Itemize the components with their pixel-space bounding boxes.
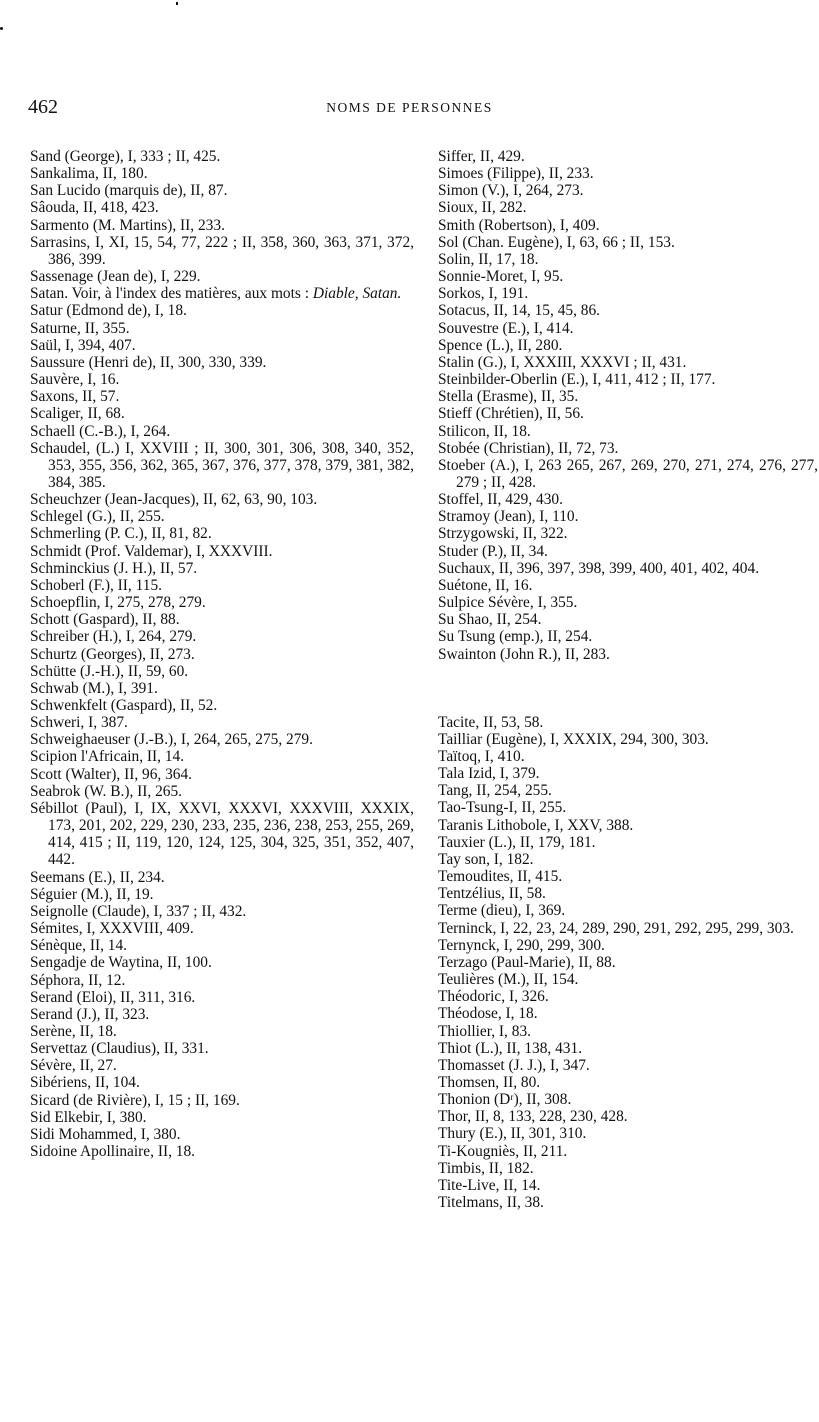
index-entry: Terninck, I, 22, 23, 24, 289, 290, 291, 292, 295, 299, 303. (438, 919, 794, 937)
index-entry: Scipion l'Africain, II, 14. (30, 748, 185, 766)
index-entry: Seabrok (W. B.), II, 265. (30, 782, 183, 800)
index-entry: Terzago (Paul-Marie), II, 88. (438, 953, 616, 971)
index-entry: Tauxier (L.), II, 179, 181. (438, 833, 596, 851)
index-entry: Schwab (M.), I, 391. (30, 679, 158, 697)
index-entry: Stoeber (A.), I, 263 265, 267, 269, 270, 271, 274, 276, 277, 279 ; II, 428. (438, 456, 818, 491)
index-entry: Sémites, I, XXXVIII, 409. (30, 920, 194, 938)
index-entry: Thiot (L.), II, 138, 431. (438, 1039, 583, 1057)
index-entry: Sioux, II, 282. (438, 199, 527, 217)
index-entry: Stalin (G.), I, XXXIII, XXXVI ; II, 431. (438, 353, 687, 371)
print-mark (176, 2, 178, 5)
index-entry: Seignolle (Claude), I, 337 ; II, 432. (30, 902, 247, 920)
index-entry: Saturne, II, 355. (30, 319, 130, 337)
index-entry: Teulières (M.), II, 154. (438, 971, 579, 989)
index-entry: Souvestre (E.), I, 414. (438, 319, 574, 337)
index-entry: Sankalima, II, 180. (30, 165, 148, 183)
index-entry: Schweri, I, 387. (30, 714, 128, 732)
page-number: 462 (28, 96, 58, 118)
index-entry: Saxons, II, 57. (30, 388, 120, 406)
index-entry: Sand (George), I, 333 ; II, 425. (30, 148, 221, 165)
index-column-right (438, 148, 818, 1211)
index-entry: Seemans (E.), II, 234. (30, 868, 165, 886)
index-entry: Sengadje de Waytina, II, 100. (30, 954, 212, 972)
index-entry: Schott (Gaspard), II, 88. (30, 611, 180, 629)
index-entry: Stramoy (Jean), I, 110. (438, 508, 579, 526)
index-entry: Terme (dieu), I, 369. (438, 902, 566, 920)
index-entry: Titelmans, II, 38. (438, 1194, 544, 1212)
index-entry: Schmidt (Prof. Valdemar), I, XXXVIII. (30, 542, 273, 560)
index-entry: Su Shao, II, 254. (438, 611, 542, 629)
index-entry: Scaliger, II, 68. (30, 405, 125, 423)
index-entry: Solin, II, 17, 18. (438, 250, 539, 268)
index-entry: Sid Elkebir, I, 380. (30, 1108, 147, 1126)
index-entry: Schmerling (P. C.), II, 81, 82. (30, 525, 212, 543)
index-entry: Séphora, II, 12. (30, 971, 126, 989)
index-entry: Schaudel, (L.) I, XXVIII ; II, 300, 301, 306, 308, 340, 352, 353, 355, 356, 362, 365, 367, 376, 377, 378, 379, 381, 382, 384, 385. (30, 439, 414, 491)
index-entry: Sulpice Sévère, I, 355. (438, 594, 578, 612)
index-entry: Thomsen, II, 80. (438, 1073, 541, 1091)
index-entry: Schwenkfelt (Gaspard), II, 52. (30, 697, 218, 714)
index-group-t (438, 714, 818, 1212)
index-entry: Sâouda, II, 418, 423. (30, 199, 159, 217)
index-entry: Schweighaeuser (J.-B.), I, 264, 265, 275, 279. (30, 731, 313, 749)
index-entry: Suchaux, II, 396, 397, 398, 399, 400, 401, 402, 404. (438, 559, 760, 577)
index-entry: Sotacus, II, 14, 15, 45, 86. (438, 302, 601, 320)
index-column-left (30, 148, 414, 1160)
index-entry: Sorkos, I, 191. (438, 285, 529, 303)
index-entry: Servettaz (Claudius), II, 331. (30, 1040, 209, 1058)
index-entry: Stoffel, II, 429, 430. (438, 491, 563, 509)
index-entry: Steinbilder-Oberlin (E.), I, 411, 412 ; II, 177. (438, 371, 716, 389)
index-entry: Thury (E.), II, 301, 310. (438, 1125, 587, 1143)
index-entry: Saül, I, 394, 407. (30, 336, 136, 354)
index-group-s (438, 148, 818, 663)
index-entry: Tang, II, 254, 255. (438, 782, 552, 800)
index-entry: Su Tsung (emp.), II, 254. (438, 628, 593, 646)
print-dot (0, 27, 3, 30)
index-entry: Sol (Chan. Eugène), I, 63, 66 ; II, 153. (438, 233, 675, 251)
index-entry: Séguier (M.), II, 19. (30, 885, 154, 903)
index-entry: Smith (Robertson), I, 409. (438, 216, 600, 234)
index-entry: Schminckius (J. H.), II, 57. (30, 559, 198, 577)
index-entry: Schaell (C.-B.), I, 264. (30, 422, 171, 440)
index-entry: Stella (Erasme), II, 35. (438, 388, 579, 406)
index-entry: Théodose, I, 18. (438, 1005, 538, 1023)
index-entry: Thiollier, I, 83. (438, 1022, 531, 1040)
index-entry: Taranis Lithobole, I, XXV, 388. (438, 816, 634, 834)
index-entry: Schoepflin, I, 275, 278, 279. (30, 594, 206, 612)
index-entry: Strzygowski, II, 322. (438, 525, 568, 543)
index-entry: Schütte (J.-H.), II, 59, 60. (30, 662, 189, 680)
index-entry: Tailliar (Eugène), I, XXXIX, 294, 300, 303. (438, 730, 709, 748)
index-entry: Sassenage (Jean de), I, 229. (30, 268, 201, 286)
index-entry: Sauvère, I, 16. (30, 371, 120, 389)
index-entry: Timbis, II, 182. (438, 1159, 534, 1177)
index-entry: Théodoric, I, 326. (438, 988, 549, 1006)
index-entry: Simoes (Filippe), II, 233. (438, 165, 594, 183)
index-entry: Tentzélius, II, 58. (438, 885, 546, 903)
index-entry: Sidoine Apollinaire, II, 18. (30, 1143, 195, 1161)
index-entry: Sonnie-Moret, I, 95. (438, 268, 564, 286)
index-entry: Saussure (Henri de), II, 300, 330, 339. (30, 353, 267, 371)
index-entry: Sicard (de Rivière), I, 15 ; II, 169. (30, 1091, 240, 1109)
index-entry: Stilicon, II, 18. (438, 422, 531, 440)
index-entry: Serène, II, 18. (30, 1022, 117, 1040)
index-entry: Spence (L.), II, 280. (438, 336, 563, 354)
index-entry: Stobée (Christian), II, 72, 73. (438, 439, 619, 457)
index-entry: Sidi Mohammed, I, 380. (30, 1125, 181, 1143)
index-entry: Tao-Tsung-I, II, 255. (438, 799, 567, 817)
index-entry: Schreiber (H.), I, 264, 279. (30, 628, 197, 646)
index-entry: Siffer, II, 429. (438, 148, 525, 165)
index-entry: Taïtoq, I, 410. (438, 748, 525, 765)
index-entry: Tacite, II, 53, 58. (438, 713, 544, 731)
index-entry: Sibériens, II, 104. (30, 1074, 140, 1092)
index-entry: Stieff (Chrétien), II, 56. (438, 405, 584, 423)
index-entry: Serand (Eloi), II, 311, 316. (30, 988, 196, 1006)
index-entry: Scott (Walter), II, 96, 364. (30, 765, 193, 783)
index-entry: Tala Izid, I, 379. (438, 765, 540, 783)
index-entry: Satur (Edmond de), I, 18. (30, 302, 187, 320)
page-title: NOMS DE PERSONNES (326, 100, 493, 115)
index-entry: Thonion (Dʳ), II, 308. (438, 1091, 572, 1109)
index-entry: Satan. Voir, à l'index des matières, aux mots : Diable, Satan. (30, 285, 402, 303)
letter-gap (438, 663, 818, 714)
index-entry: Ti-Kougniès, II, 211. (438, 1142, 568, 1160)
index-entry: Tay son, I, 182. (438, 850, 534, 868)
index-entry: Schlegel (G.), II, 255. (30, 508, 165, 526)
index-entry: Sarrasins, I, XI, 15, 54, 77, 222 ; II, 358, 360, 363, 371, 372, 386, 399. (30, 233, 414, 268)
index-entry: Studer (P.), II, 34. (438, 542, 548, 560)
index-entry: Serand (J.), II, 323. (30, 1005, 150, 1023)
index-entry: Sénèque, II, 14. (30, 937, 128, 955)
index-entry: Sévère, II, 27. (30, 1057, 117, 1075)
index-entry: Temoudites, II, 415. (438, 868, 563, 886)
index-entry: Ternynck, I, 290, 299, 300. (438, 936, 605, 954)
index-entry: Schurtz (Georges), II, 273. (30, 645, 195, 663)
index-entry: Suétone, II, 16. (438, 576, 533, 594)
index-entry: Sébillot (Paul), I, IX, XXVI, XXXVI, XXXVIII, XXXIX, 173, 201, 202, 229, 230, 233, 235, 236, 238, 253, 255, 269, 414, 415 ; II, 119, 120, 124, 125, 304, 325, 351, 352, 407, 442. (30, 799, 414, 869)
index-entry: Scheuchzer (Jean-Jacques), II, 62, 63, 90, 103. (30, 491, 318, 509)
index-entry: Swainton (John R.), II, 283. (438, 645, 610, 663)
index-entry: Thor, II, 8, 133, 228, 230, 428. (438, 1108, 628, 1126)
index-entry: Simon (V.), I, 264, 273. (438, 182, 584, 200)
index-entry: Thomasset (J. J.), I, 347. (438, 1056, 590, 1074)
index-entry: Sarmento (M. Martins), II, 233. (30, 216, 225, 234)
index-entry: San Lucido (marquis de), II, 87. (30, 182, 228, 200)
index-entry: Schoberl (F.), II, 115. (30, 576, 162, 594)
index-entry: Tite-Live, II, 14. (438, 1176, 541, 1194)
